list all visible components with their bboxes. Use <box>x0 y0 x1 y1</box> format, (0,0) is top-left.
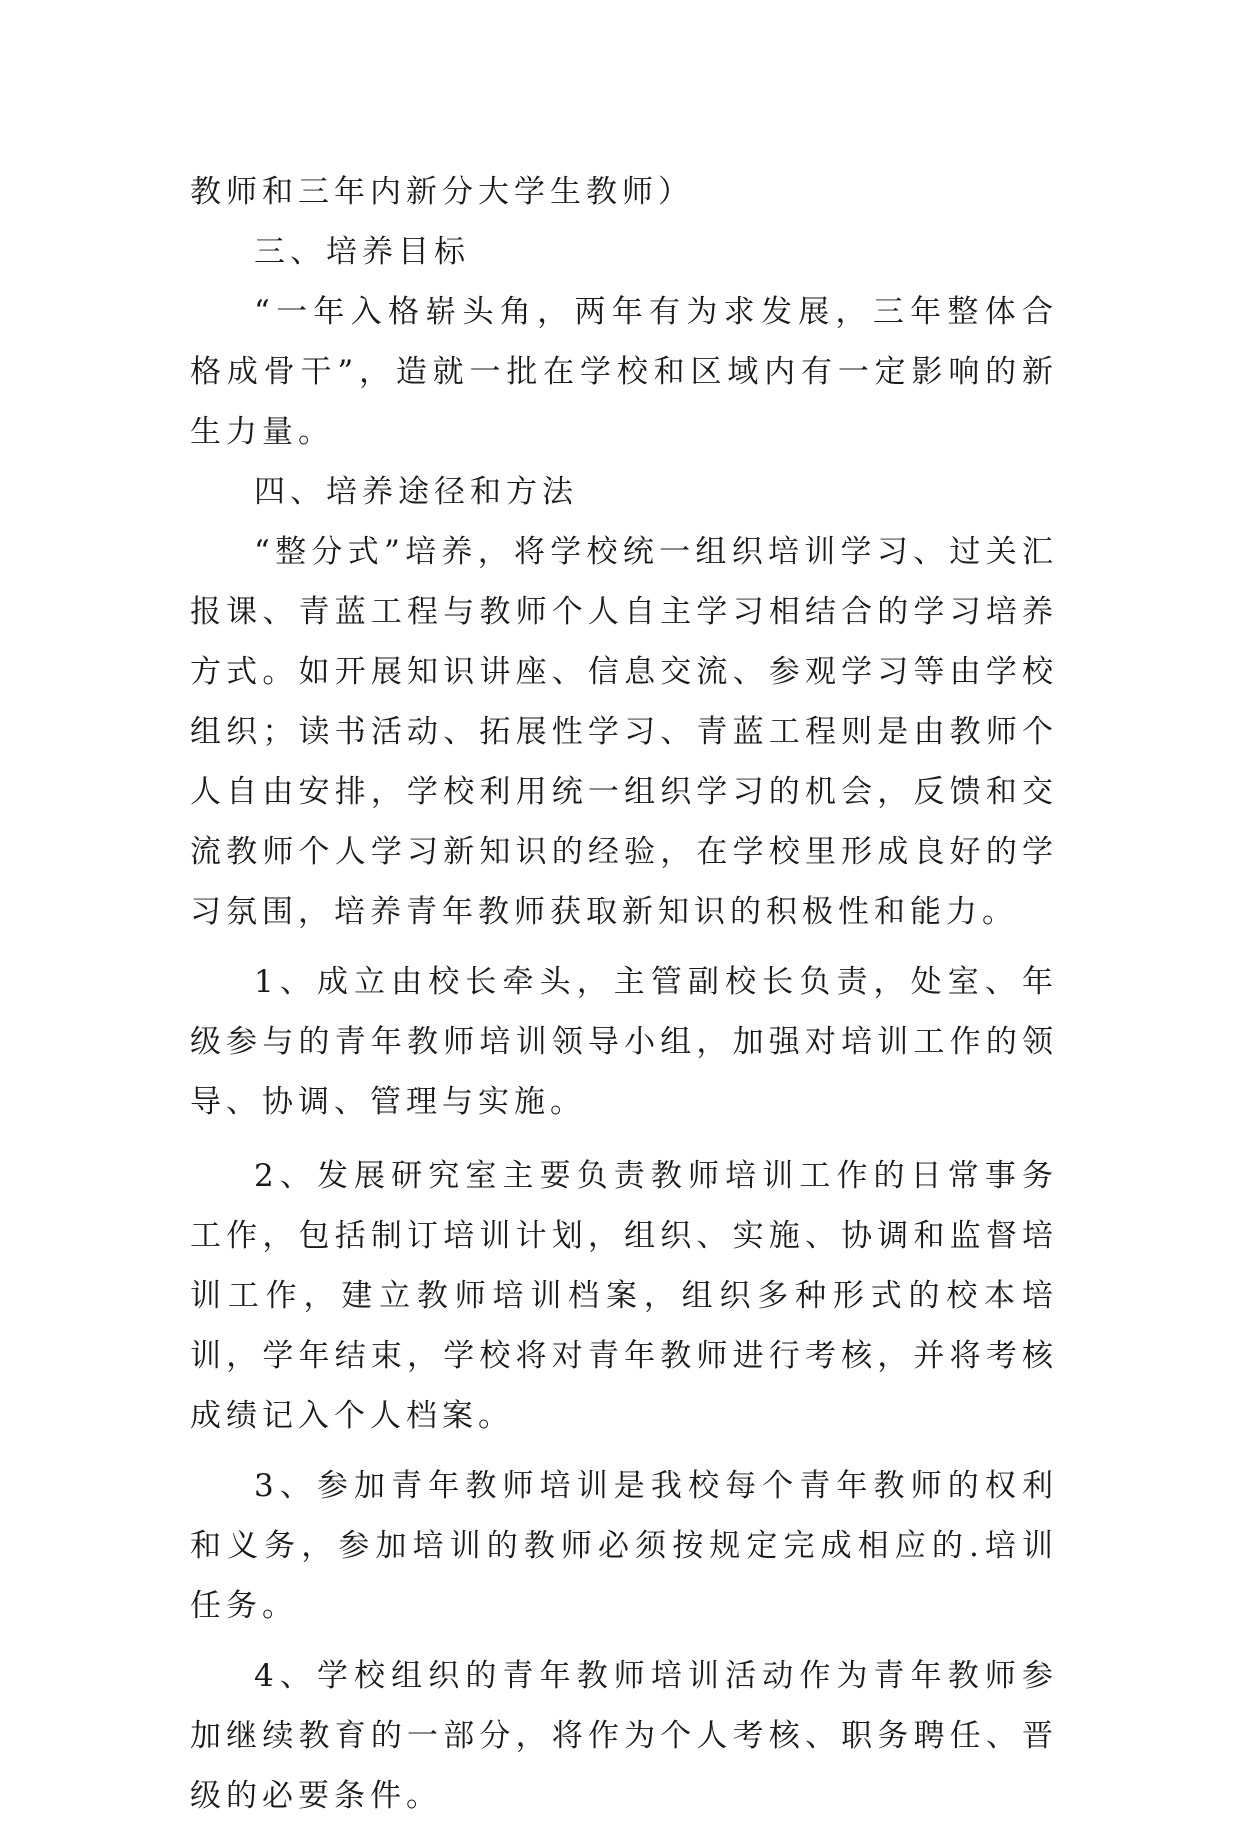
list-item-4: 4、学校组织的青年教师培训活动作为青年教师参加继续教育的一部分，将作为个人考核、职务聘任、晋级的必要条件。 <box>190 1658 1058 1814</box>
paragraph-methods: “整分式”培养，将学校统一组织培训学习、过关汇报课、青蓝工程与教师个人自主学习相结合的学习培养方式。如开展知识讲座、信息交流、参观学习等由学校组织；读书活动、拓展性学习、青蓝工程则是由教师个人自由安排，学校利用统一组织学习的机会，反馈和交流教师个人学习新知识的经验，在学校里形成良好的学习氛围，培养青年教师获取新知识的积极性和能力。 <box>190 534 1058 930</box>
list-item-2: 2、发展研究室主要负责教师培训工作的日常事务工作，包括制订培训计划，组织、实施、协调和监督培训工作，建立教师培训档案，组织多种形式的校本培训，学年结束，学校将对青年教师进行考核，并将考核成绩记入个人档案。 <box>190 1158 1058 1434</box>
paragraph-continuation: 教师和三年内新分大学生教师） <box>190 174 694 210</box>
section-heading-training-goals: 三、培养目标 <box>254 234 470 270</box>
paragraph-goals: “一年入格崭头角，两年有为求发展，三年整体合格成骨干”，造就一批在学校和区域内有一定影响的新生力量。 <box>190 294 1058 450</box>
list-item-3: 3、参加青年教师培训是我校每个青年教师的权利和义务，参加培训的教师必须按规定完成相应的.培训任务。 <box>190 1468 1058 1624</box>
section-heading-training-methods: 四、培养途径和方法 <box>254 474 578 510</box>
list-item-1: 1、成立由校长牵头，主管副校长负责，处室、年级参与的青年教师培训领导小组，加强对培训工作的领导、协调、管理与实施。 <box>190 964 1058 1120</box>
document-body <box>190 162 1058 1826</box>
